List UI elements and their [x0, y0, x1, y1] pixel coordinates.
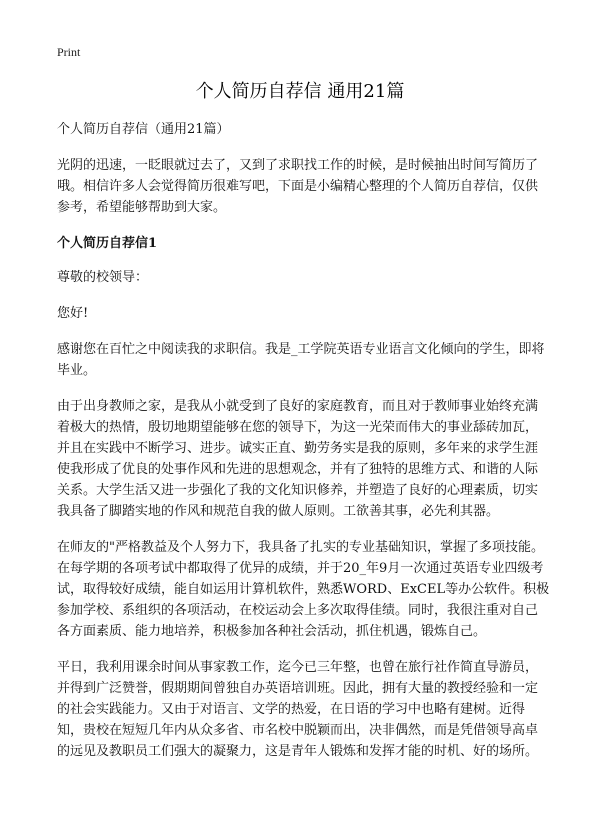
- intro-paragraph: 光阴的迅速，一眨眼就过去了，又到了求职找工作的时候，是时候抽出时间写简历了哦。相信许多人会觉得简历很难写吧，下面是小编精心整理的个人简历自荐信，仅供参考，希望能够帮助到大家。: [57, 158, 539, 215]
- body-paragraph: 平日，我利用课余时间从事家教工作，迄今已三年整，也曾在旅行社作简直导游员，并得到广泛赞誉，假期期间曾独自办英语培训班。因此，拥有大量的教授经验和一定的社会实践能力。又由于对语言、文学的热爱，在日语的学习中也略有建树。近得知，贵校在短短几年内从众多省、市名校中脱颖而出，决非偶然，而是凭借领导高卓的远见及教职员工们强大的凝聚力，这是青年人锻炼和发挥才能的时机、好的场所。: [57, 660, 539, 759]
- document-body: [57, 119, 550, 777]
- body-paragraph: 感谢您在百忙之中阅读我的求职信。我是_工学院英语专业语言文化倾向的学生，即将毕业。: [57, 342, 545, 378]
- document-subtitle: 个人简历自荐信（通用21篇）: [57, 122, 230, 137]
- section-heading: 个人简历自荐信1: [57, 236, 158, 251]
- body-paragraph: 由于出身教师之家，是我从小就受到了良好的家庭教育，而且对于教师事业始终充满着极大的热情，殷切地期望能够在您的领导下，为这一光荣而伟大的事业舔砖加瓦，并且在实践中不断学习、进步。诚实正直、勤劳务实是我的原则，多年来的求学生涯使我形成了优良的处事作风和先进的思想观念，并有了独特的思维方式、和谐的人际关系。大学生活又进一步强化了我的文化知识修养，并塑造了良好的心理素质，切实我具备了脚踏实地的作风和规范自我的做人原则。工欲善其事，必先利其器。: [57, 399, 539, 519]
- salutation: 尊敬的校领导：: [57, 270, 149, 285]
- document-title: 个人简历自荐信 通用21篇: [195, 81, 405, 102]
- print-link[interactable]: Print: [57, 45, 81, 59]
- body-paragraph: 在师友的"严格教益及个人努力下，我具备了扎实的专业基础知识，掌握了多项技能。在每学期的各项考试中都取得了优异的成绩，并于20_年9月一次通过英语专业四级考试，取得较好成绩，能自如运用计算机软件，熟悉WORD、ExCEL等办公软件。积极参加学校、系组织的各项活动，在校运动会上多次取得佳绩。同时，我很注重对自己各方面素质、能力地培养，积极参加各种社会活动，抓住机遇，锻炼自己。: [57, 540, 550, 639]
- greeting: 您好!: [57, 306, 89, 321]
